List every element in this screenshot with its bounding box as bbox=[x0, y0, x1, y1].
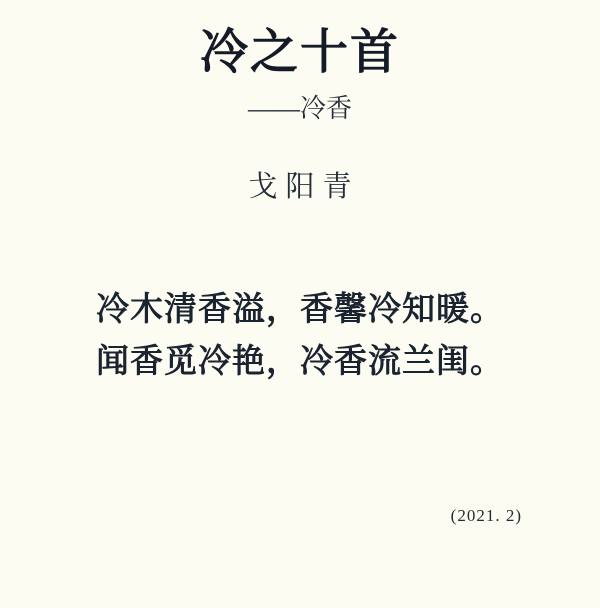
poem-body bbox=[0, 283, 600, 387]
poem-title: 冷之十首 bbox=[199, 26, 400, 79]
poem-line-2: 闻香觅冷艳，冷香流兰闺。 bbox=[96, 341, 504, 380]
poem-line-1: 冷木清香溢，香馨冷知暖。 bbox=[96, 289, 504, 328]
poem-date: (2021. 2) bbox=[450, 506, 522, 525]
poem-author: 戈阳青 bbox=[248, 171, 360, 203]
poem-subtitle: ——冷香 bbox=[247, 94, 352, 123]
